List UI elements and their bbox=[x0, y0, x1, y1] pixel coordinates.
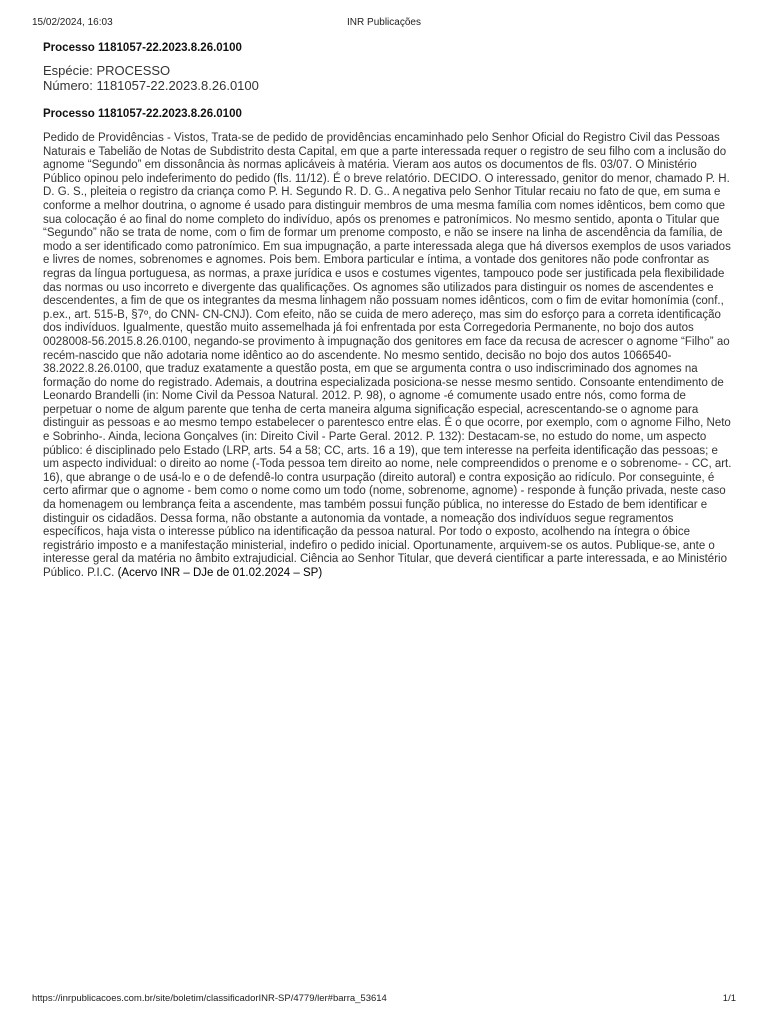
print-datetime: 15/02/2024, 16:03 bbox=[32, 17, 113, 28]
numero-line: Número: 1181057-22.2023.8.26.0100 bbox=[43, 78, 259, 93]
process-meta bbox=[43, 63, 735, 93]
print-header bbox=[32, 17, 736, 31]
citation: (Acervo INR – DJe de 01.02.2024 – SP) bbox=[117, 567, 323, 579]
document-content bbox=[43, 41, 735, 581]
page-title: INR Publicações bbox=[347, 17, 421, 28]
decision-text bbox=[43, 132, 735, 581]
page-number: 1/1 bbox=[722, 993, 736, 1004]
decision-body: Pedido de Providências - Vistos, Trata-se de pedido de providências encaminhado pelo Senhor Oficial do Registro Civil das Pessoas Naturais e Tabelião de Notas de Subdistrito desta Capital, em que a parte interessada requer o registro de seu filho com a inclusão do agnome “Segundo” em dissonância às normas aplicáveis à matéria. Vieram aos autos os documentos de fls. 03/07. O Ministério Público opinou pelo indeferimento do pedido (fls. 11/12). É o breve relatório. DECIDO. O interessado, genitor do menor, chamado P. H. D. G. S., pleiteia o registro da criança como P. H. Segundo R. D. G.. A negativa pelo Senhor Titular recaiu no fato de que, em suma e conforme a melhor doutrina, o agnome é usado para distinguir membros de uma mesma família com nomes idênticos, bem como que sua colocação é ao final do nome completo do indivíduo, após os prenomes e patronímicos. No mesmo sentido, aponta o Titular que “Segundo” não se trata de nome, com o fim de formar um prenome composto, e não se insere na linha de ascendência da família, de modo a ser identificado como patronímico. Em sua impugnação, a parte interessada alega que há diversos exemplos de usos variados e livres de nomes, sobrenomes e agnomes. Pois bem. Embora particular e íntima, a vontade dos genitores não pode confrontar as regras da língua portuguesa, as normas, a praxe jurídica e usos e costumes vigentes, tampouco pode ser justificada pela flexibilidade das normas ou uso incorreto e divergente das qualificações. Os agnomes são utilizados para distinguir os nomes de ascendentes e descendentes, a fim de que os integrantes da mesma linhagem não possuam nomes idênticos, com o fim de evitar homonímia (conf., p.ex., art. 515-B, §7º, do CNN- CN-CNJ). Com efeito, não se cuida de mero adereço, mas sim do esforço para a correta identificação dos indivíduos. Igualmente, questão muito assemelhada já foi enfrentada por esta Corregedoria Permanente, no bojo dos autos 0028008-56.2015.8.26.0100, negando-se provimento à impugnação dos genitores em face da recusa de acrescer o agnome “Filho” ao recém-nascido que não adotaria nome idêntico ao do ascendente. No mesmo sentido, decisão no bojo dos autos 1066540-38.2022.8.26.0100, que traduz exatamente a questão posta, em que se argumenta contra o uso indiscriminado dos agnomes na formação do nome do registrado. Ademais, a doutrina especializada posiciona-se nesse mesmo sentido. Consoante entendimento de Leonardo Brandelli (in: Nome Civil da Pessoa Natural. 2012. P. 98), o agnome -é comumente usado entre nós, como forma de perpetuar o nome de algum parente que tenha de certa maneira alguma significação especial, acrescentando-se o agnome para distinguir as pessoas e ao mesmo tempo estabelecer o parentesco entre elas. É o que ocorre, por exemplo, com o agnome Filho, Neto e Sobrinho-. Ainda, leciona Gonçalves (in: Direito Civil - Parte Geral. 2012. P. 132): Destacam-se, no estudo do nome, um aspecto público: é disciplinado pelo Estado (LRP, arts. 54 a 58; CC, arts. 16 a 19), que tem interesse na perfeita identificação das pessoas; e um aspecto individual: o direito ao nome (-Toda pessoa tem direito ao nome, nele compreendidos o prenome e o sobrenome- - CC, art. 16), que abrange o de usá-lo e o de defendê-lo contra usurpação (direito autoral) e contra exposição ao ridículo. Por conseguinte, é certo afirmar que o agnome - bem como o nome como um todo (nome, sobrenome, agnome) - responde à função privada, neste caso da homenagem ou lembrança feita a ascendente, mas também possui função pública, no interesse do Estado de bem identificar e distinguir os cidadãos. Dessa forma, não obstante a autonomia da vontade, a nomeação dos indivíduos segue regramentos específicos, haja vista o interesse público na identificação da pessoa natural. Por todo o exposto, acolhendo na íntegra o óbice registrário imposto e a manifestação ministerial, indefiro o pedido inicial. Oportunamente, arquivem-se os autos. Publique-se, ante o interesse geral da matéria no âmbito extrajudicial. Ciência ao Senhor Titular, que deverá cientificar a parte interessada, e ao Ministério Público. P.I.C. bbox=[43, 132, 732, 579]
process-title: Processo 1181057-22.2023.8.26.0100 bbox=[43, 42, 242, 54]
print-footer bbox=[32, 993, 736, 1007]
process-title-repeat: Processo 1181057-22.2023.8.26.0100 bbox=[43, 108, 242, 120]
especie-line: Espécie: PROCESSO bbox=[43, 63, 171, 78]
page-url-link[interactable]: https://inrpublicacoes.com.br/site/boletim/classificadorINR-SP/4779/ler#barra_53614 bbox=[32, 993, 387, 1004]
